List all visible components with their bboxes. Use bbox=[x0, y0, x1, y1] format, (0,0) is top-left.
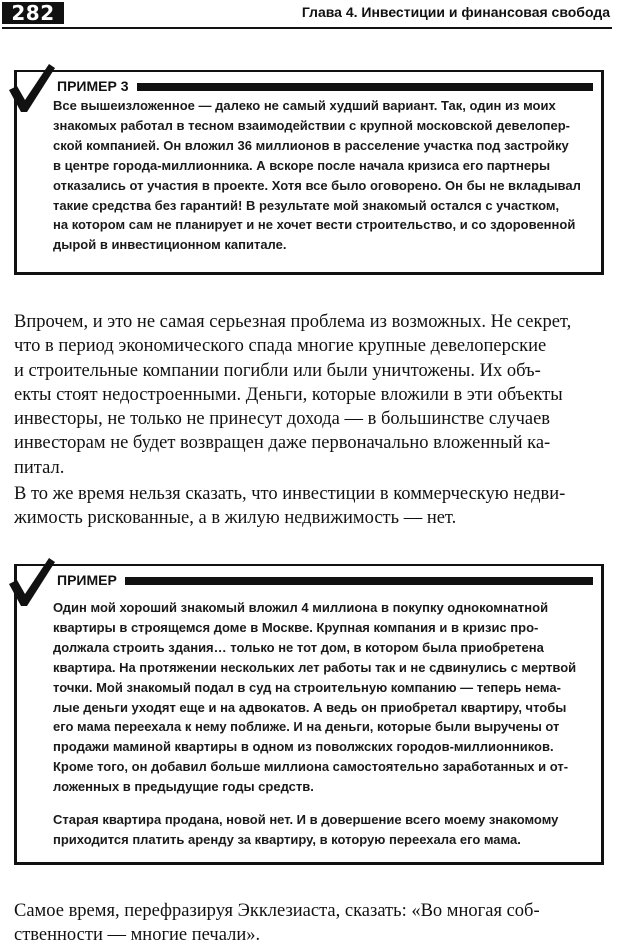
example-box bbox=[14, 564, 604, 865]
example-title: ПРИМЕР bbox=[57, 572, 123, 588]
page-header bbox=[0, 0, 620, 28]
paragraph: В то же время нельзя сказать, что инвестиции в коммерческую недви- жимость рискованные, а в жилую недвижимость — нет. bbox=[14, 484, 566, 529]
chapter-title: Глава 4. Инвестиции и финансовая свобода bbox=[301, 4, 610, 20]
header-rule bbox=[2, 27, 612, 29]
title-bar bbox=[137, 83, 593, 91]
example-box-3 bbox=[14, 70, 604, 275]
checkmark-icon bbox=[5, 556, 57, 610]
checkmark-icon bbox=[5, 62, 57, 116]
paragraph: Впрочем, и это не самая серьезная проблема из возможных. Не секрет, что в период экономического спада многие крупные девелоперские и строительные компании погибли или были уничтожены. Их объ- екты стоят недостроенными. Деньги, которые вложили в эти объекты инвесторы, не только не принесут дохода — в большинстве случаев инвесторам не будет возвращен даже первоначально вложенный ка- питал. bbox=[14, 312, 572, 478]
box-top-border bbox=[17, 70, 601, 72]
paragraph: Самое время, перефразируя Экклезиаста, сказать: «Во многая соб- ственности — многие печали». bbox=[14, 901, 540, 946]
example-title: ПРИМЕР 3 bbox=[57, 78, 134, 94]
title-bar bbox=[125, 577, 593, 585]
example-text: Все вышеизложенное — далеко не самый худший вариант. Так, один из моих знакомых работал в тесном взаимодействии с крупной московской девелопер- ской компанией. Он вложил 36 миллионов в расселение участка под застройку в центре города-миллионника. А вскоре после начала кризиса его партнеры отказались от участия в проекте. Хотя все было оговорено. Он бы не вкладывал такие средства без гарантий! В результате мой знакомый остался с участком, на котором сам не планирует и не хочет вести строительство, и со здоровенной дырой в инвестиционном капитале. bbox=[53, 98, 581, 253]
example-text: Один мой хороший знакомый вложил 4 миллиона в покупку однокомнатной квартиры в строящемся доме в Москве. Крупная компания и в кризис про- должала строить здания… только не тот дом, в котором была приобретена квартира. На протяжении нескольких лет работы так и не сдвинулись с мертвой точки. Мой знакомый подал в суд на строительную компанию — теперь нема- лые деньги уходят еще и на адвокатов. А ведь он приобретал квартиру, чтобы его мама переехала к нему поближе. И на деньги, которые были выручены от продажи маминой квартиры в одном из поволжских городов-миллионников. Кроме того, он добавил больше миллиона самостоятельно заработанных и от- ложенных в предыдущие годы средств. bbox=[53, 600, 577, 795]
page-number: 282 bbox=[2, 2, 64, 24]
example-text: Старая квартира продана, новой нет. И в довершение всего моему знакомому приходится платить аренду за квартиру, в которую переехала его мама. bbox=[53, 812, 559, 847]
box-top-border bbox=[17, 564, 601, 566]
